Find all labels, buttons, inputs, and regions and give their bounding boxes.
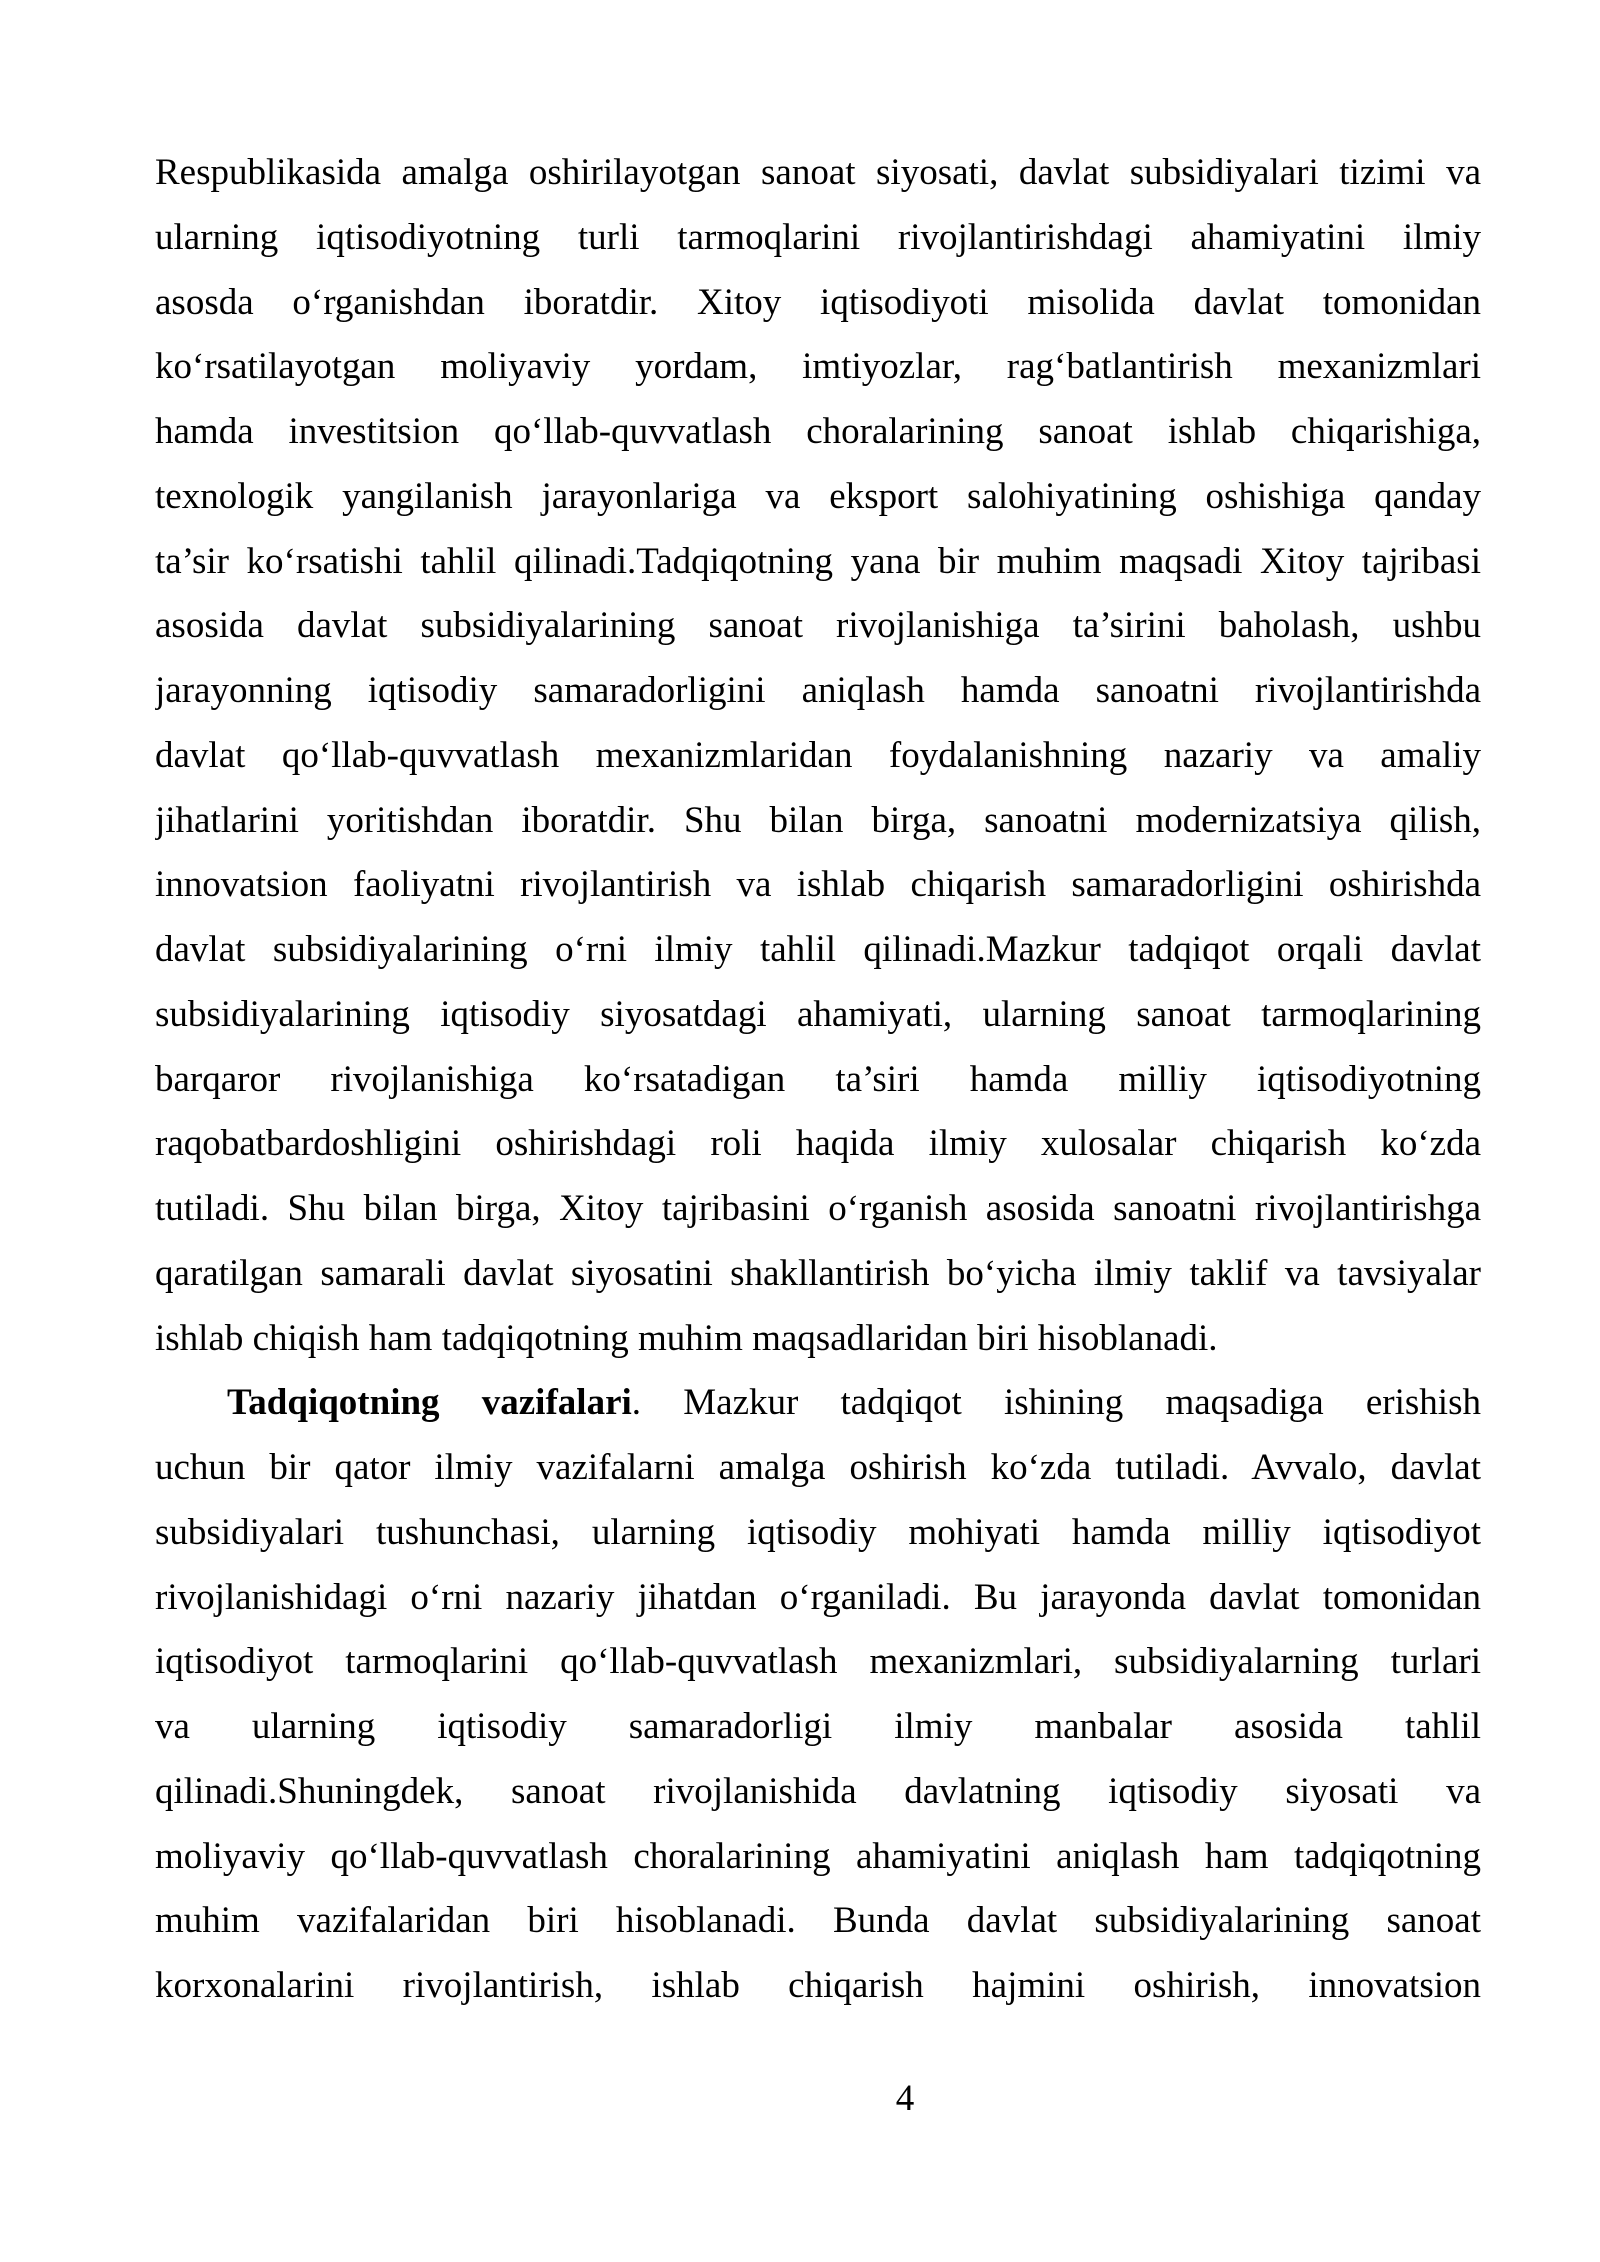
text-line: ta’sir ko‘rsatishi tahlil qilinadi.Tadqiqotning yana bir muhim maqsadi Xitoy tajribasi (155, 540, 1481, 582)
text-line: uchun bir qator ilmiy vazifalarni amalga oshirish ko‘zda tutiladi. Avvalo, davlat (155, 1447, 1481, 1488)
text-line: rivojlanishidagi o‘rni nazariy jihatdan o‘rganiladi. Bu jarayonda davlat tomonidan (155, 1576, 1481, 1618)
text-line: ishlab chiqish ham tadqiqotning muhim maqsadlaridan biri hisoblanadi. (155, 1317, 1218, 1359)
text-line: jihatlarini yoritishdan iboratdir. Shu bilan birga, sanoatni modernizatsiya qilish, (155, 799, 1481, 841)
paragraph (155, 141, 1481, 1371)
text-line: qaratilgan samarali davlat siyosatini shakllantirish bo‘yicha ilmiy taklif va tavsiyalar (155, 1252, 1481, 1294)
bold-run: Tadqiqotning vazifalari (227, 1382, 632, 1424)
text-run: . Mazkur tadqiqot ishining maqsadiga erishish (631, 1382, 1481, 1424)
text-line: va ularning iqtisodiy samaradorligi ilmiy manbalar asosida tahlil (155, 1706, 1481, 1747)
text-line: Respublikasida amalga oshirilayotgan sanoat siyosati, davlat subsidiyalari tizimi va (155, 152, 1481, 193)
text-line: barqaror rivojlanishiga ko‘rsatadigan ta’siri hamda milliy iqtisodiyotning (155, 1058, 1481, 1100)
page-number: 4 (895, 2078, 915, 2119)
text-line: asosda o‘rganishdan iboratdir. Xitoy iqtisodiyoti misolida davlat tomonidan (155, 281, 1481, 323)
text-line: iqtisodiyot tarmoqlarini qo‘llab-quvvatlash mexanizmlari, subsidiyalarning turlari (155, 1641, 1481, 1683)
text-line: moliyaviy qo‘llab-quvvatlash choralarining ahamiyatini aniqlash ham tadqiqotning (155, 1835, 1481, 1877)
page-content (155, 141, 1481, 2019)
text-line: muhim vazifalaridan biri hisoblanadi. Bunda davlat subsidiyalarining sanoat (155, 1900, 1481, 1942)
text-line: tutiladi. Shu bilan birga, Xitoy tajribasini o‘rganish asosida sanoatni rivojlantirishga (155, 1188, 1481, 1229)
text-line: davlat qo‘llab-quvvatlash mexanizmlaridan foydalanishning nazariy va amaliy (155, 734, 1481, 776)
text-line: jarayonning iqtisodiy samaradorligini aniqlash hamda sanoatni rivojlantirishda (155, 670, 1481, 711)
text-line: asosida davlat subsidiyalarining sanoat rivojlanishiga ta’sirini baholash, ushbu (155, 605, 1481, 647)
text-line: innovatsion faoliyatni rivojlantirish va ishlab chiqarish samaradorligini oshirishda (155, 864, 1481, 906)
text-line: texnologik yangilanish jarayonlariga va eksport salohiyatining oshishiga qanday (155, 475, 1481, 517)
text-line: hamda investitsion qo‘llab-quvvatlash choralarining sanoat ishlab chiqarishiga, (155, 411, 1481, 452)
text-line: korxonalarini rivojlantirish, ishlab chiqarish hajmini oshirish, innovatsion (155, 1965, 1481, 2006)
text-line: subsidiyalarining iqtisodiy siyosatdagi ahamiyati, ularning sanoat tarmoqlarining (155, 993, 1481, 1035)
text-line (155, 1371, 1481, 1436)
text-line: subsidiyalari tushunchasi, ularning iqtisodiy mohiyati hamda milliy iqtisodiyot (155, 1511, 1481, 1553)
text-line: qilinadi.Shuningdek, sanoat rivojlanishida davlatning iqtisodiy siyosati va (155, 1770, 1481, 1812)
text-line: raqobatbardoshligini oshirishdagi roli haqida ilmiy xulosalar chiqarish ko‘zda (155, 1123, 1481, 1165)
paragraph (155, 1371, 1481, 2019)
text-line: ularning iqtisodiyotning turli tarmoqlarini rivojlantirishdagi ahamiyatini ilmiy (155, 216, 1481, 258)
text-line: davlat subsidiyalarining o‘rni ilmiy tahlil qilinadi.Mazkur tadqiqot orqali davlat (155, 929, 1481, 970)
text-line: ko‘rsatilayotgan moliyaviy yordam, imtiyozlar, rag‘batlantirish mexanizmlari (155, 346, 1481, 388)
